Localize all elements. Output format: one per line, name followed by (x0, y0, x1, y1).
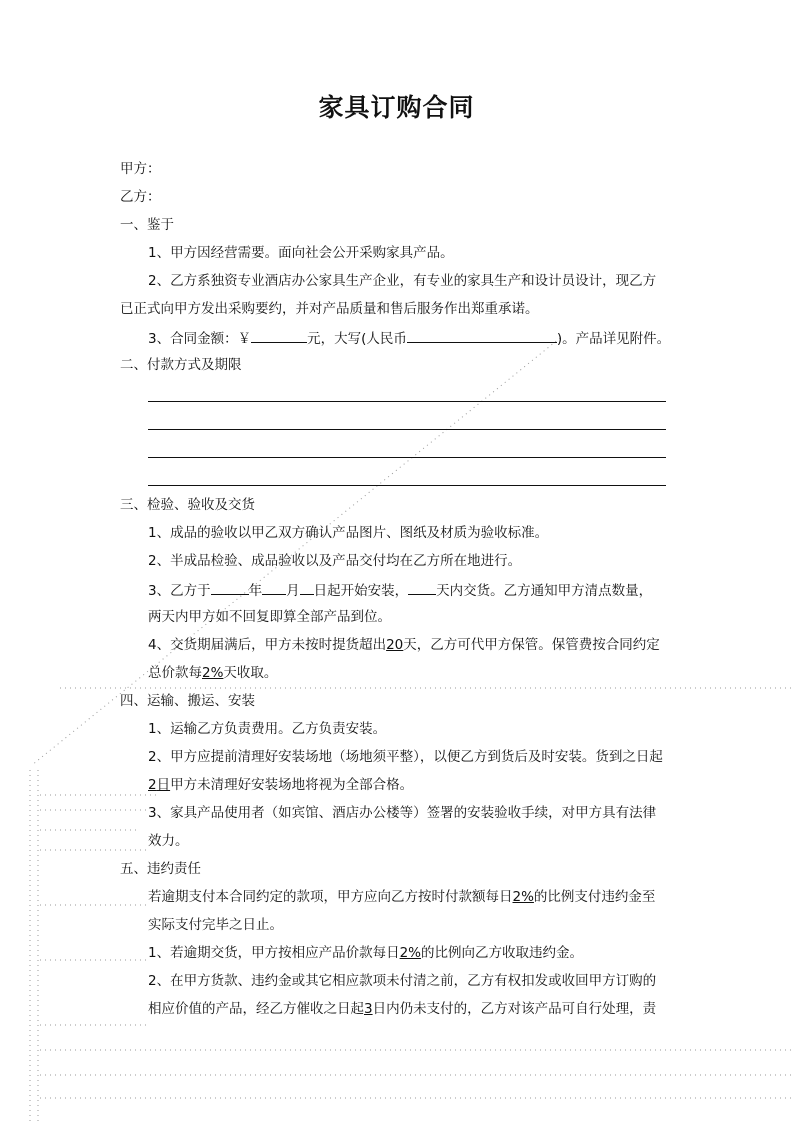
delivery-days-blank[interactable] (408, 580, 436, 595)
contract-amount-label: 3、合同金额：￥ (148, 331, 252, 347)
payment-terms-blank-line[interactable] (148, 429, 666, 430)
payment-terms-blank-line[interactable] (148, 485, 666, 486)
clause-text: 1、若逾期交货，甲方按相应产品价款每日 (148, 945, 400, 961)
section-1-clause-3 (148, 328, 670, 348)
section-3-heading: 三、检验、验收及交货 (120, 497, 255, 513)
section-4-clause-2-line-2 (148, 776, 413, 794)
section-3-clause-2: 2、半成品检验、成品验收以及产品交付均在乙方所在地进行。 (148, 553, 522, 569)
amount-figure-blank[interactable] (251, 328, 307, 343)
amount-closing-text: )。产品详见附件。 (556, 331, 671, 347)
party-a-label: 甲方： (120, 161, 161, 177)
clause-text: 3、乙方于 (148, 583, 211, 599)
section-2-heading: 二、付款方式及期限 (120, 357, 242, 373)
clause-text: 天内交货。乙方通知甲方清点数量， (436, 583, 653, 599)
year-label: 年 (248, 583, 263, 599)
late-payment-rate: 2% (512, 889, 534, 905)
section-1-heading: 一、鉴于 (120, 217, 174, 233)
section-4-clause-3-line-1: 3、家具产品使用者（如宾馆、酒店办公楼等）签署的安装验收手续，对甲方具有法律 (148, 805, 657, 821)
storage-threshold-days: 20 (386, 637, 404, 653)
clause-text: 甲方未清理好安装场地将视为全部合格。 (170, 777, 414, 793)
clause-text: 4、交货期届满后，甲方未按时提货超出 (148, 637, 387, 653)
late-delivery-rate: 2% (399, 945, 422, 961)
section-5-intro (148, 888, 655, 906)
section-1-clause-2-line-2: 已正式向甲方发出采购要约，并对产品质量和售后服务作出郑重承诺。 (120, 301, 539, 317)
install-day-blank[interactable] (300, 580, 314, 595)
collection-days: 3 (364, 1001, 373, 1017)
section-3-clause-4 (148, 636, 660, 654)
section-5-clause-1 (148, 944, 583, 962)
install-month-blank[interactable] (262, 580, 286, 595)
amount-words-label: 元，大写(人民币 (307, 331, 407, 347)
party-b-label: 乙方： (120, 189, 161, 205)
section-5-heading: 五、违约责任 (120, 861, 201, 877)
section-4-clause-3-line-2: 效力。 (148, 833, 189, 849)
clause-text: 相应价值的产品，经乙方催收之日起 (148, 1001, 364, 1017)
section-5-intro-line-2: 实际支付完毕之日止。 (148, 917, 283, 933)
section-4-clause-2-line-1: 2、甲方应提前清理好安装场地（场地须平整），以便乙方到货后及时安装。货到之日起 (148, 749, 663, 765)
document-title: 家具订购合同 (318, 93, 475, 122)
install-year-blank[interactable] (211, 580, 249, 595)
month-label: 月 (286, 583, 300, 599)
section-4-clause-1: 1、运输乙方负责费用。乙方负责安装。 (148, 721, 387, 737)
payment-terms-blank-line[interactable] (148, 401, 666, 402)
section-3-clause-3-line-2: 两天内甲方如不回复即算全部产品到位。 (148, 609, 391, 625)
section-3-clause-1: 1、成品的验收以甲乙双方确认产品图片、图纸及材质为验收标准。 (148, 525, 549, 541)
clause-text: 若逾期支付本合同约定的款项，甲方应向乙方按时付款额每日 (148, 889, 513, 905)
clause-text: 的比例支付违约金至 (533, 889, 656, 905)
section-1-clause-2-line-1: 2、乙方系独资专业酒店办公家具生产企业，有专业的家具生产和设计员设计，现乙方 (148, 273, 657, 289)
section-3-clause-4-line-2 (148, 664, 277, 682)
amount-words-blank[interactable] (407, 328, 557, 343)
section-5-clause-2-line-2 (148, 1000, 656, 1018)
clause-text: 日内仍未支付的，乙方对该产品可自行处理，责 (372, 1001, 657, 1017)
day-label: 日起开始安装， (313, 583, 409, 599)
storage-fee-rate: 2% (202, 665, 224, 681)
day-unit: 日 (156, 777, 171, 793)
clause-text: 的比例向乙方收取违约金。 (421, 945, 584, 961)
clause-text: 天，乙方可代甲方保管。保管费按合同约定 (403, 637, 660, 653)
site-clear-days: 2 (148, 777, 157, 793)
clause-text: 总价款每 (148, 665, 202, 681)
clause-text: 天收取。 (223, 665, 278, 681)
section-1-clause-1: 1、甲方因经营需要。面向社会公开采购家具产品。 (148, 245, 454, 261)
section-3-clause-3 (148, 580, 652, 600)
payment-terms-blank-line[interactable] (148, 457, 666, 458)
section-4-heading: 四、运输、搬运、安装 (120, 693, 255, 709)
section-5-clause-2-line-1: 2、在甲方货款、违约金或其它相应款项未付清之前，乙方有权扣发或收回甲方订购的 (148, 973, 657, 989)
